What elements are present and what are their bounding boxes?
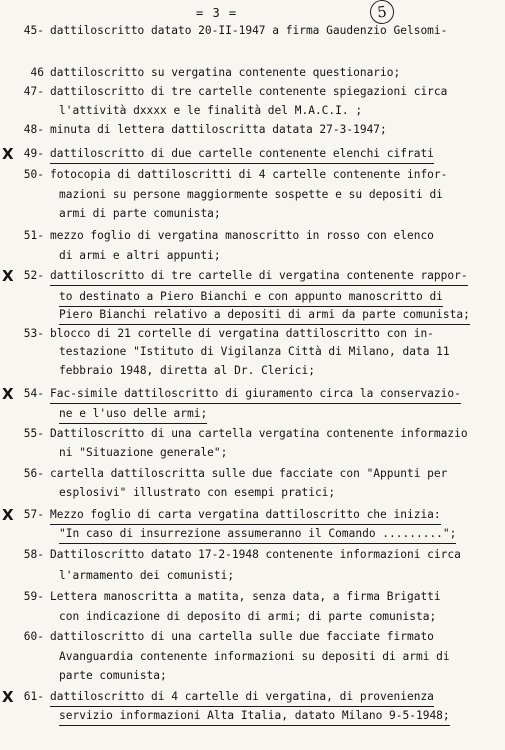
handwritten-page-number: 5 xyxy=(369,0,395,25)
item-number: 58- xyxy=(23,548,44,561)
item-number: 52- xyxy=(23,269,44,282)
handwritten-x-mark: X xyxy=(2,688,14,706)
item-text: esplosivi" illustrato con esempi pratici; xyxy=(59,486,336,499)
item-text: fotocopia di dattiloscritti di 4 cartelle contenente infor- xyxy=(50,168,448,181)
list-item xyxy=(0,325,505,343)
list-item xyxy=(0,343,505,361)
list-item xyxy=(0,83,505,101)
item-text: dattiloscritto datato 20-II-1947 a firma Gaudenzio Gelsomi- xyxy=(50,24,448,37)
item-text: l'armamento dei comunisti; xyxy=(59,569,235,582)
list-item xyxy=(0,506,505,524)
list-item xyxy=(0,546,505,564)
item-number: 61- xyxy=(23,690,44,703)
list-item xyxy=(0,22,505,40)
handwritten-x-mark: X xyxy=(2,506,14,524)
item-text: con indicazione di deposito di armi; di parte comunista; xyxy=(59,610,437,623)
page-number: = 3 = xyxy=(196,6,238,20)
item-text: ne e l'uso delle armi; xyxy=(59,405,207,424)
list-item xyxy=(0,306,505,324)
item-text: mezzo foglio di vergatina manoscritto in rosso con elenco xyxy=(50,229,434,242)
item-text: parte comunista; xyxy=(59,669,167,682)
list-item xyxy=(0,484,505,502)
list-item xyxy=(0,628,505,646)
item-number: 54- xyxy=(23,387,44,400)
item-text: Lettera manoscritta a matita, senza data, a firma Brigatti xyxy=(50,590,441,603)
item-number: 47- xyxy=(23,85,44,98)
list-item xyxy=(0,247,505,265)
item-text: ni "Situazione generale"; xyxy=(59,446,228,459)
list-item xyxy=(0,227,505,245)
item-text: Dattiloscritto di una cartella vergatina contenente informazio xyxy=(50,427,468,440)
item-text: armi di parte comunista; xyxy=(59,207,221,220)
list-item xyxy=(0,648,505,666)
item-text: blocco di 21 cortelle di vergatina dattiloscritto con in- xyxy=(50,327,434,340)
item-text: dattiloscritto di 4 cartelle di vergatina, di provenienza xyxy=(50,688,434,707)
list-item xyxy=(0,688,505,706)
list-item xyxy=(0,525,505,543)
item-text: testazione "Istituto di Vigilanza Città di Milano, data 11 xyxy=(59,345,450,358)
list-item xyxy=(0,567,505,585)
list-item xyxy=(0,405,505,423)
item-text: mazioni su persone maggiormente sospette e su depositi di xyxy=(59,188,443,201)
list-item xyxy=(0,166,505,184)
item-number: 50- xyxy=(23,168,44,181)
item-text: dattiloscritto di una cartella sulle due facciate firmato xyxy=(50,630,434,643)
item-text: cartella dattiloscritta sulle due facciate con "Appunti per xyxy=(50,467,448,480)
handwritten-x-mark: X xyxy=(2,385,14,403)
list-item xyxy=(0,267,505,285)
item-number: 49- xyxy=(23,147,44,160)
item-text: servizio informazioni Alta Italia, datato Milano 9-5-1948; xyxy=(59,707,450,726)
item-text: minuta di lettera dattiloscritta datata 27-3-1947; xyxy=(50,123,387,136)
item-number: 59- xyxy=(23,590,44,603)
list-item xyxy=(0,205,505,223)
item-text: Piero Bianchi relativo a depositi di armi da parte comunista; xyxy=(59,306,470,325)
list-item xyxy=(0,667,505,685)
list-item xyxy=(0,64,505,82)
list-item xyxy=(0,444,505,462)
item-text: febbraio 1948, diretta al Dr. Clerici; xyxy=(59,364,315,377)
list-item xyxy=(0,707,505,725)
item-text: dattiloscritto di tre cartelle contenente spiegazioni circa xyxy=(50,85,448,98)
item-text: Fac-simile dattiloscritto di giuramento circa la conservazio- xyxy=(50,385,461,404)
item-number: 60- xyxy=(23,630,44,643)
list-item xyxy=(0,385,505,403)
handwritten-x-mark: X xyxy=(2,267,14,285)
item-text: Dattiloscritto datato 17-2-1948 contenente informazioni circa xyxy=(50,548,461,561)
item-number: 48- xyxy=(23,123,44,136)
list-item xyxy=(0,145,505,163)
list-item xyxy=(0,465,505,483)
item-text: l'attività dxxxx e le finalità del M.A.C.I. ; xyxy=(59,104,363,117)
list-item xyxy=(0,288,505,306)
list-item xyxy=(0,362,505,380)
item-text: to destinato a Piero Bianchi e con appunto manoscritto di xyxy=(59,288,443,307)
list-item xyxy=(0,588,505,606)
item-text: Avanguardia contenente informazioni su depositi di armi di xyxy=(59,650,450,663)
list-item xyxy=(0,425,505,443)
item-number: 56- xyxy=(23,467,44,480)
item-number: 51- xyxy=(23,229,44,242)
item-text: Mezzo foglio di carta vergatina dattiloscritto che inizia: xyxy=(50,506,441,525)
item-text: di armi e altri appunti; xyxy=(59,249,221,262)
item-number: 53- xyxy=(23,327,44,340)
item-number: 57- xyxy=(23,508,44,521)
item-number: 45- xyxy=(23,24,44,37)
item-text: dattiloscritto di due cartelle contenente elenchi cifrati xyxy=(50,145,434,164)
item-number: 55- xyxy=(23,427,44,440)
item-text: dattiloscritto di tre cartelle di vergatina contenente rappor- xyxy=(50,267,468,286)
list-item xyxy=(0,121,505,139)
list-item xyxy=(0,608,505,626)
list-item xyxy=(0,186,505,204)
handwritten-x-mark: X xyxy=(2,145,14,163)
item-text: "In caso di insurrezione assumeranno il Comando ........."; xyxy=(59,525,456,544)
item-text: dattiloscritto su vergatina contenente questionario; xyxy=(50,66,401,79)
list-item xyxy=(0,102,505,120)
item-number: 46 xyxy=(30,66,44,79)
